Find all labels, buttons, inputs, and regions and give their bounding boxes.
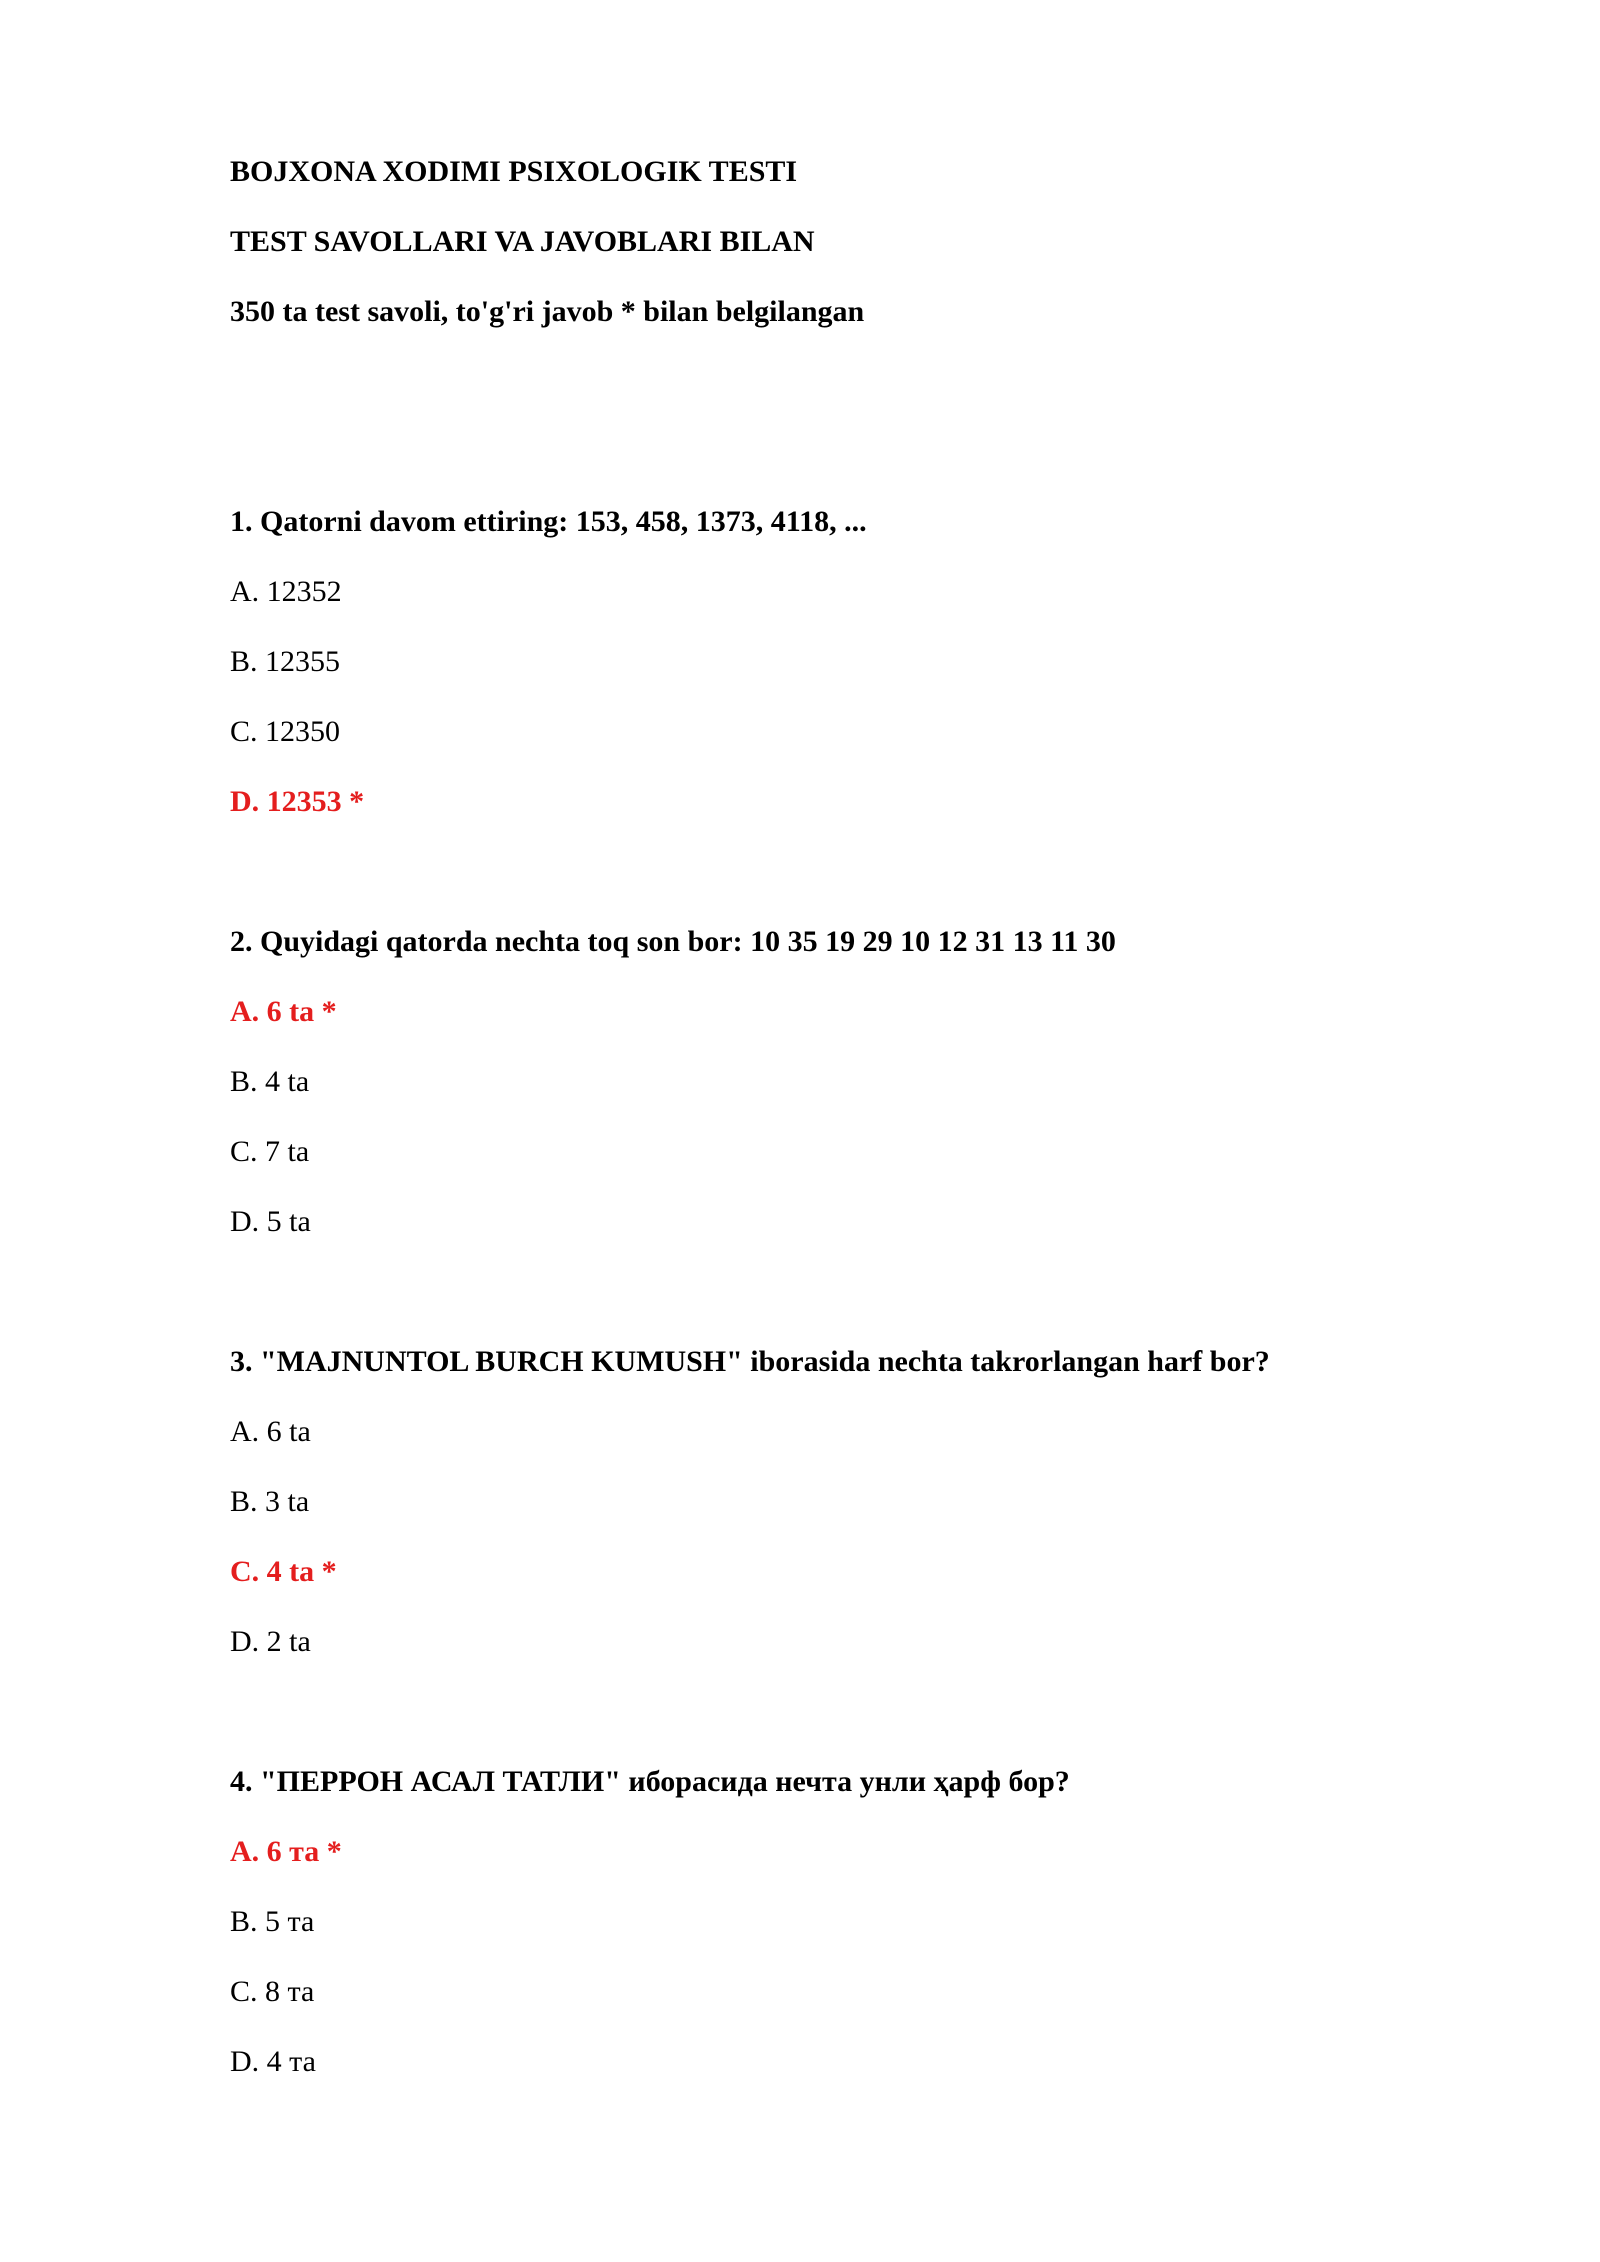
question-2-option-c: C. 7 ta (230, 1135, 310, 1168)
question-1-option-d-correct: D. 12353 * (230, 785, 365, 818)
question-2-option-b: B. 4 ta (230, 1065, 310, 1098)
document-note: 350 ta test savoli, to'g'ri javob * bilan belgilangan (230, 295, 865, 328)
question-4-option-b: B. 5 та (230, 1905, 315, 1938)
question-1-option-a: A. 12352 (230, 575, 342, 608)
question-2-text: 2. Quyidagi qatorda nechta toq son bor: 10 35 19 29 10 12 31 13 11 30 (230, 925, 1116, 958)
question-3-option-b: B. 3 ta (230, 1485, 310, 1518)
question-4-option-c: C. 8 та (230, 1975, 315, 2008)
question-4-option-a-correct: A. 6 та * (230, 1835, 342, 1868)
document-title: BOJXONA XODIMI PSIXOLOGIK TESTI (230, 155, 798, 188)
question-1-option-c: C. 12350 (230, 715, 341, 748)
question-4-text: 4. "ПЕРРОН АСАЛ ТАТЛИ" иборасида нечта унли ҳарф бор? (230, 1765, 1070, 1798)
question-3-option-c-correct: C. 4 ta * (230, 1555, 337, 1588)
question-1-text: 1. Qatorni davom ettiring: 153, 458, 1373, 4118, ... (230, 505, 867, 538)
question-2-option-d: D. 5 ta (230, 1205, 311, 1238)
question-3-text: 3. "MAJNUNTOL BURCH KUMUSH" iborasida nechta takrorlangan harf bor? (230, 1345, 1270, 1378)
question-4-option-d: D. 4 та (230, 2045, 316, 2078)
document-subtitle: TEST SAVOLLARI VA JAVOBLARI BILAN (230, 225, 815, 258)
question-1-option-b: B. 12355 (230, 645, 341, 678)
question-3-option-a: A. 6 ta (230, 1415, 311, 1448)
question-3-option-d: D. 2 ta (230, 1625, 311, 1658)
question-2-option-a-correct: A. 6 ta * (230, 995, 337, 1028)
